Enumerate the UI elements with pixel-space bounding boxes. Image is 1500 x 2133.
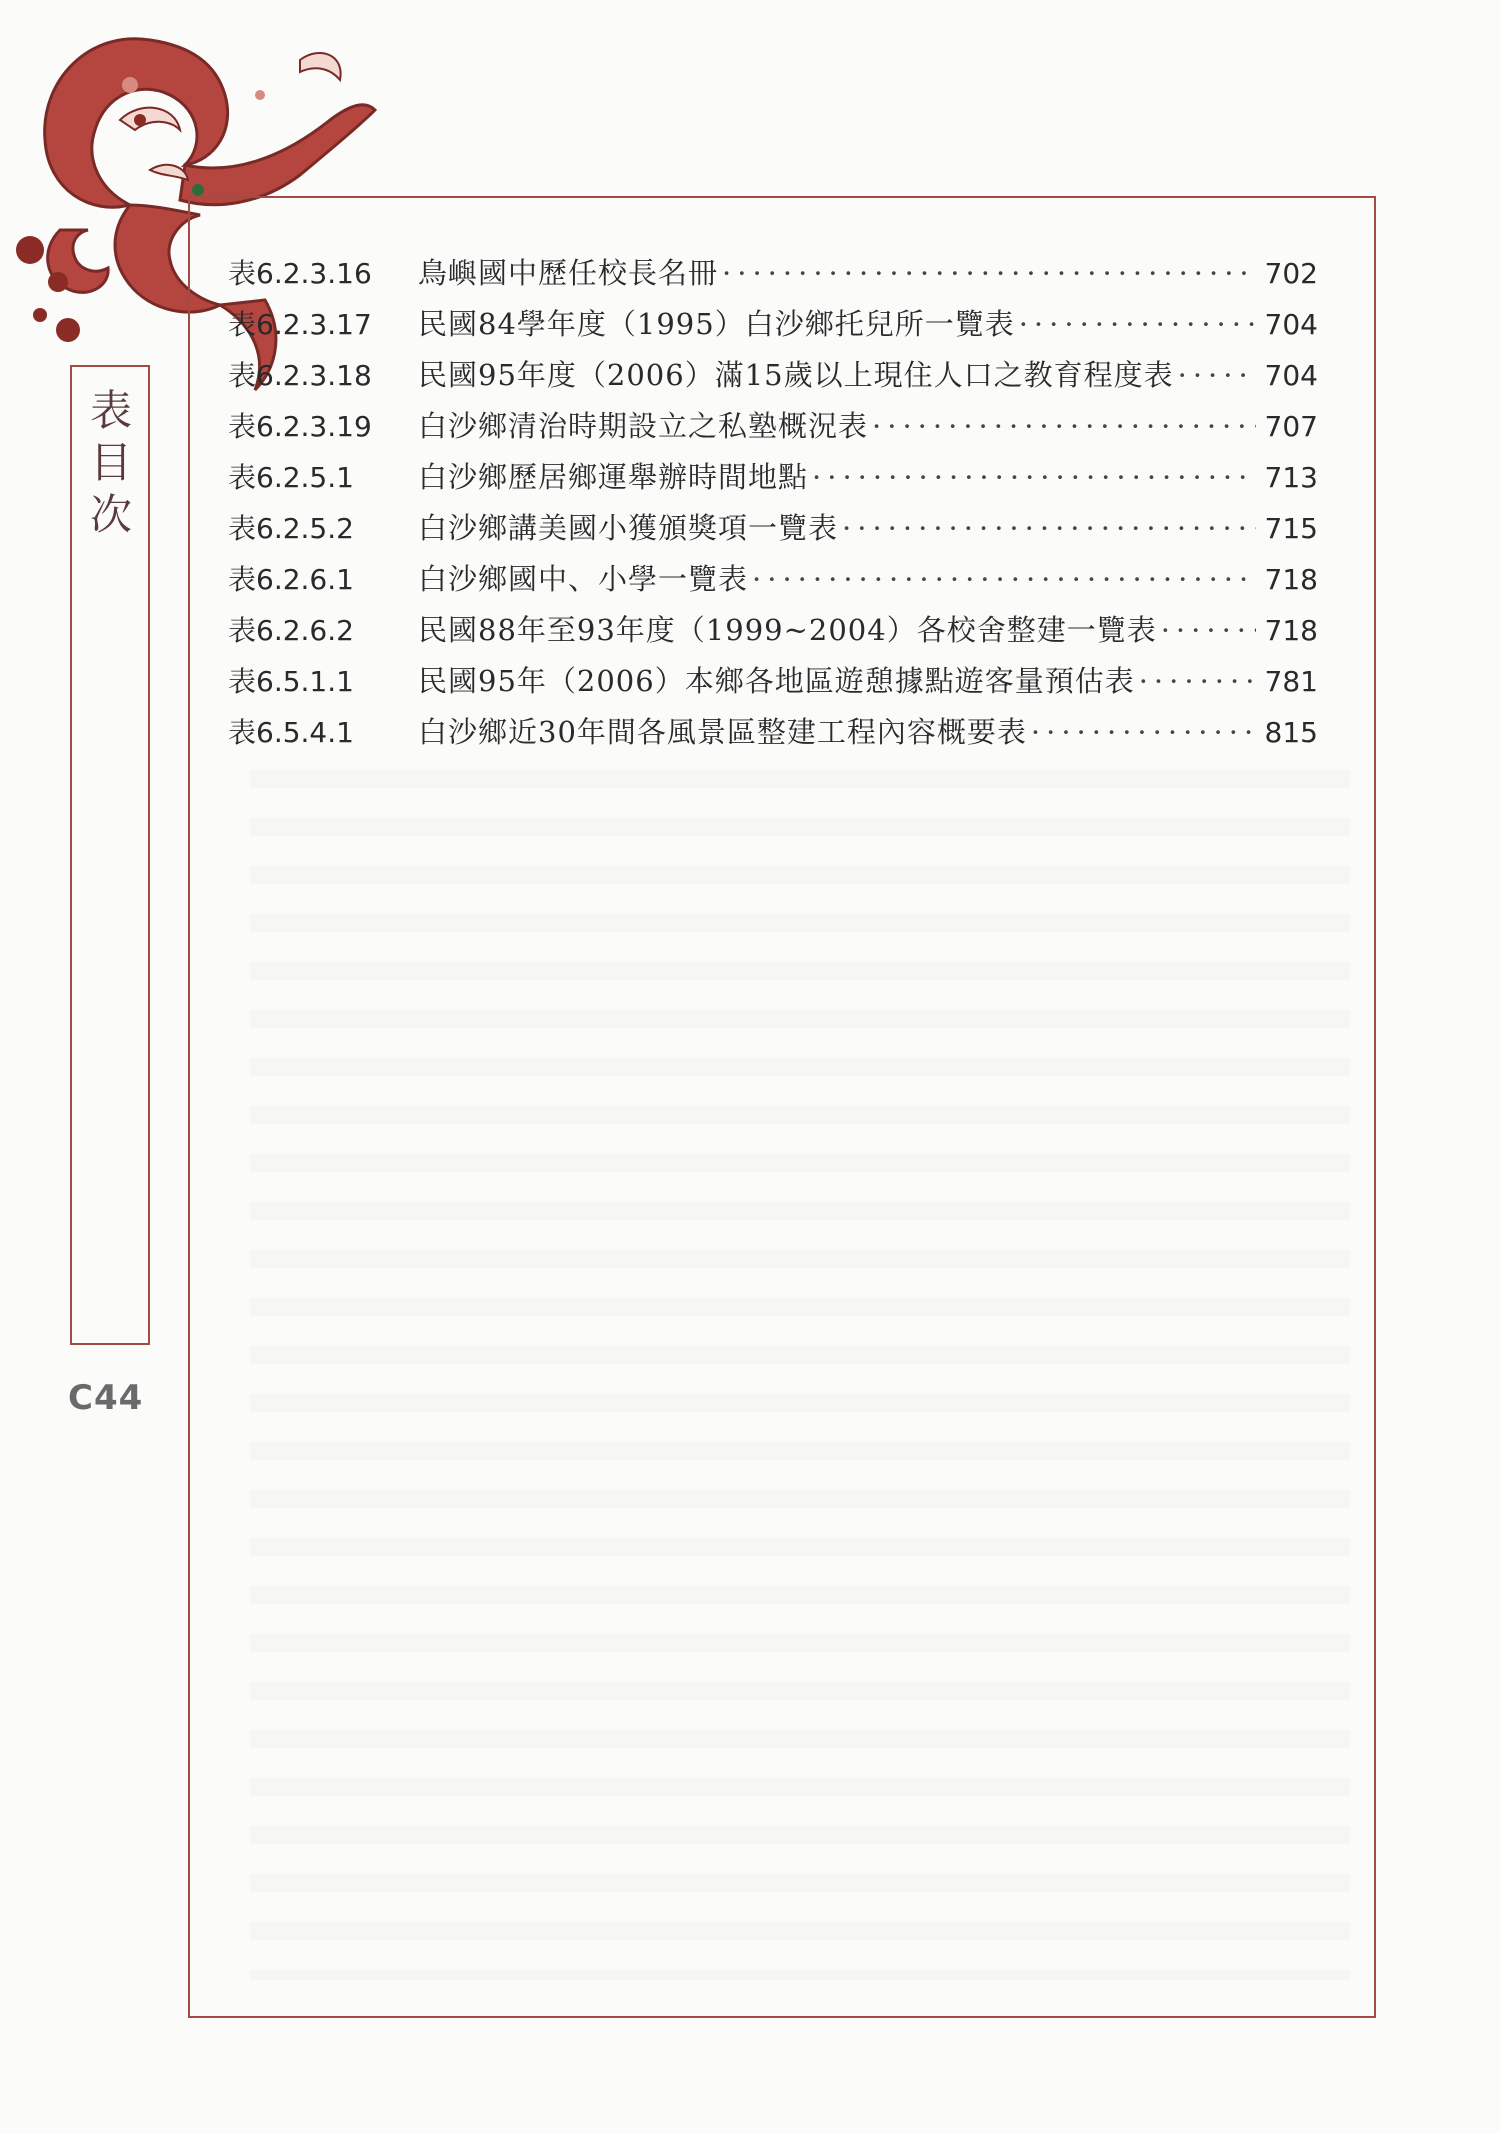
toc-entry[interactable] bbox=[228, 503, 1318, 554]
toc-entry-number: 表6.2.6.2 bbox=[228, 614, 354, 647]
sidebar-title-char: 次 bbox=[89, 490, 132, 539]
toc-entry-number: 表6.2.3.19 bbox=[228, 410, 372, 443]
toc-entry-page: 718 bbox=[1264, 563, 1318, 596]
toc-leader-dots bbox=[1139, 656, 1256, 707]
toc-leader-dots bbox=[1031, 707, 1256, 758]
toc-entry-title: 白沙鄉清治時期設立之私塾概況表 bbox=[418, 409, 869, 443]
toc-entry-page: 707 bbox=[1264, 410, 1318, 443]
toc-entry-number: 表6.2.3.18 bbox=[228, 359, 372, 392]
toc-entry[interactable] bbox=[228, 707, 1318, 758]
toc-entry-page: 718 bbox=[1264, 614, 1318, 647]
toc-entry-page: 704 bbox=[1264, 359, 1318, 392]
toc-entry[interactable] bbox=[228, 452, 1318, 503]
toc-entry-title: 民國95年度（2006）滿15歲以上現住人口之教育程度表 bbox=[418, 358, 1174, 392]
toc-entry-number: 表6.5.4.1 bbox=[228, 716, 354, 749]
toc-entry-number: 表6.2.3.17 bbox=[228, 308, 372, 341]
sidebar-title-char: 目 bbox=[89, 438, 132, 487]
toc-entry[interactable] bbox=[228, 299, 1318, 350]
toc-entry-page: 815 bbox=[1264, 716, 1318, 749]
table-of-contents bbox=[228, 248, 1318, 758]
toc-entry-title: 白沙鄉國中、小學一覽表 bbox=[418, 562, 749, 596]
toc-entry-page: 702 bbox=[1264, 257, 1318, 290]
toc-entry-number: 表6.2.3.16 bbox=[228, 257, 372, 290]
toc-entry-title: 民國88年至93年度（1999~2004）各校舍整建一覽表 bbox=[418, 613, 1157, 647]
toc-entry[interactable] bbox=[228, 554, 1318, 605]
toc-entry[interactable] bbox=[228, 350, 1318, 401]
sidebar-title bbox=[86, 385, 136, 541]
toc-entry-number: 表6.2.5.1 bbox=[228, 461, 354, 494]
toc-entry-page: 781 bbox=[1264, 665, 1318, 698]
toc-entry-title: 民國95年（2006）本鄉各地區遊憩據點遊客量預估表 bbox=[418, 664, 1135, 698]
toc-entry-title: 民國84學年度（1995）白沙鄉托兒所一覽表 bbox=[418, 307, 1015, 341]
toc-entry-page: 713 bbox=[1264, 461, 1318, 494]
toc-entry-number: 表6.2.6.1 bbox=[228, 563, 354, 596]
toc-leader-dots bbox=[842, 503, 1256, 554]
toc-leader-dots bbox=[1178, 350, 1256, 401]
toc-entry-title: 鳥嶼國中歷任校長名冊 bbox=[418, 256, 719, 290]
toc-leader-dots bbox=[812, 452, 1256, 503]
toc-entry[interactable] bbox=[228, 248, 1318, 299]
toc-entry-title: 白沙鄉講美國小獲頒獎項一覽表 bbox=[418, 511, 839, 545]
toc-leader-dots bbox=[1019, 299, 1256, 350]
page-number: C44 bbox=[68, 1378, 144, 1418]
toc-entry-number: 表6.2.5.2 bbox=[228, 512, 354, 545]
toc-leader-dots bbox=[1161, 605, 1256, 656]
toc-entry-page: 704 bbox=[1264, 308, 1318, 341]
toc-leader-dots bbox=[722, 248, 1256, 299]
toc-entry[interactable] bbox=[228, 401, 1318, 452]
toc-leader-dots bbox=[872, 401, 1256, 452]
toc-leader-dots bbox=[752, 554, 1256, 605]
toc-entry-number: 表6.5.1.1 bbox=[228, 665, 354, 698]
sidebar-title-char: 表 bbox=[89, 386, 132, 435]
toc-entry[interactable] bbox=[228, 605, 1318, 656]
toc-entry-title: 白沙鄉近30年間各風景區整建工程內容概要表 bbox=[418, 715, 1027, 749]
toc-entry-page: 715 bbox=[1264, 512, 1318, 545]
toc-entry[interactable] bbox=[228, 656, 1318, 707]
toc-entry-title: 白沙鄉歷居鄉運舉辦時間地點 bbox=[418, 460, 809, 494]
